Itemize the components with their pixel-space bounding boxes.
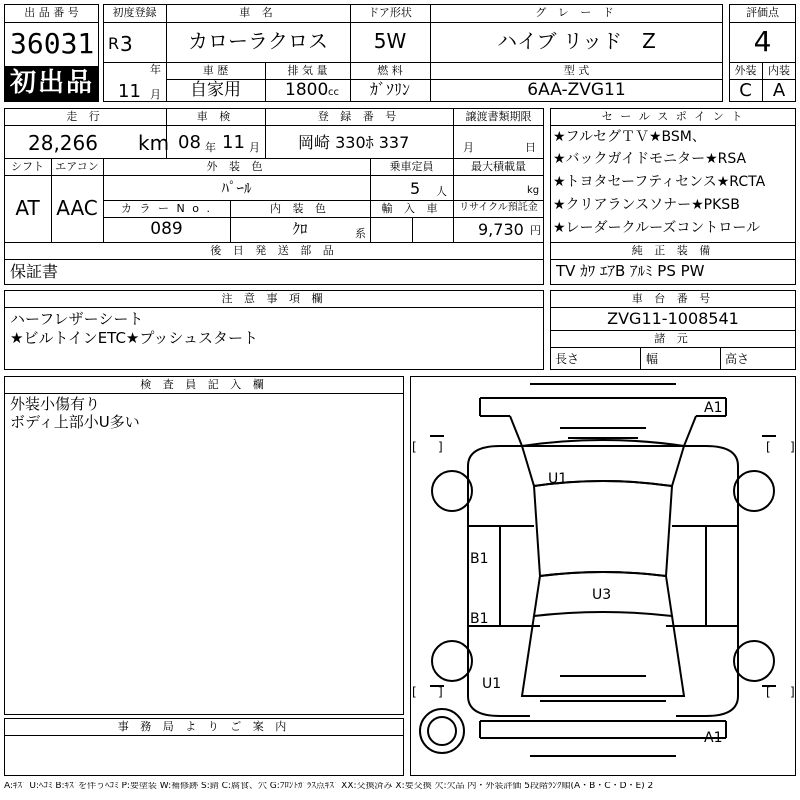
notes-label: 注 意 事 項 欄 bbox=[221, 292, 327, 305]
history-label: 車 歴 bbox=[202, 64, 229, 77]
height-label: 高さ bbox=[725, 352, 750, 366]
bracket-mark: ] bbox=[438, 440, 443, 454]
grade-value: ハイブ リッド Z bbox=[497, 29, 656, 53]
displacement-value: 1800 bbox=[285, 80, 329, 100]
bracket-mark: [ bbox=[766, 685, 771, 699]
inspector-label: 検 査 員 記 入 欄 bbox=[140, 378, 268, 391]
ext-color-value: ﾊﾟｰﾙ bbox=[221, 179, 252, 197]
shift-value: AT bbox=[15, 196, 40, 220]
transfer-label: 譲渡書類期限 bbox=[465, 110, 532, 123]
import-label: 輸 入 車 bbox=[381, 202, 442, 215]
roof bbox=[534, 481, 672, 576]
rear-left-wheel bbox=[432, 641, 472, 681]
capacity-unit: 人 bbox=[436, 185, 447, 198]
bracket-mark: [ bbox=[766, 440, 771, 454]
model-code-value: 6AA-ZVG11 bbox=[527, 80, 626, 100]
transfer-month-unit: 月 bbox=[463, 141, 474, 154]
door-value: 5W bbox=[373, 29, 407, 53]
mileage-label: 走 行 bbox=[66, 110, 104, 123]
inspector-line: 外装小傷有り bbox=[10, 395, 101, 413]
interior-grade-label: 内装 bbox=[768, 64, 790, 77]
bracket-mark: [ bbox=[412, 685, 417, 699]
front-right-wheel bbox=[734, 471, 774, 511]
max-load-unit: kg bbox=[527, 185, 540, 196]
exterior-grade-label: 外装 bbox=[734, 64, 757, 77]
int-color-value: ｸﾛ bbox=[292, 220, 308, 238]
recycle-label: リサイクル預託金 bbox=[459, 202, 538, 213]
damage-mark-u1-roof: U1 bbox=[548, 471, 568, 487]
displacement-unit: cc bbox=[328, 87, 339, 98]
car-name-label: 車 名 bbox=[239, 6, 277, 19]
length-label: 長さ bbox=[555, 352, 580, 366]
inspection-month-unit: 月 bbox=[249, 141, 260, 154]
month-unit: 月 bbox=[150, 88, 161, 101]
damage-mark-u1-lower: U1 bbox=[482, 676, 502, 692]
bracket-mark: ] bbox=[438, 685, 443, 699]
shift-label: シフト bbox=[11, 160, 44, 173]
damage-mark-u3-center: U3 bbox=[592, 587, 612, 603]
fuel-label: 燃 料 bbox=[377, 64, 403, 77]
history-value: 自家用 bbox=[190, 80, 241, 100]
first-reg-label: 初度登録 bbox=[112, 6, 157, 19]
plate-label: 登 録 番 号 bbox=[317, 110, 401, 123]
notes-line: ハーフレザーシート bbox=[10, 310, 144, 328]
front-bumper bbox=[480, 384, 726, 416]
sales-point-item: ★クリアランスソナー★PKSB bbox=[553, 197, 740, 213]
office-label: 事 務 局 よ り ご 案 内 bbox=[117, 720, 291, 733]
grade-label: グ レ ー ド bbox=[535, 6, 618, 19]
later-items-value: 保証書 bbox=[10, 262, 59, 281]
transfer-day-unit: 日 bbox=[525, 141, 536, 154]
legend: A:ｷｽﾞ U:ﾍｺﾐ B:ｷｽﾞを伴うﾍｺﾐ P:要塗装 W:補修跡 S:錆 C:腐食、穴 G:ﾌﾛﾝﾄｶﾞﾗｽ点ｷｽﾞ XX:交換済み X:要交換 欠:欠品 内・外装評価 5段階ﾗﾝｸ順(A・B・C・D・E) 2 bbox=[4, 782, 654, 791]
fuel-value: ｶﾞｿﾘﾝ bbox=[369, 80, 410, 99]
inspection-label: 車 検 bbox=[196, 110, 235, 123]
inspector-line: ボディ上部小U多い bbox=[10, 413, 140, 431]
recycle-unit: 円 bbox=[530, 224, 541, 237]
inspection-year: 08 bbox=[178, 132, 201, 153]
rating-value: 4 bbox=[753, 25, 772, 58]
inspection-month: 11 bbox=[222, 132, 245, 153]
later-items-label: 後 日 発 送 部 品 bbox=[210, 244, 338, 257]
sales-points-label: セ ー ル ス ポ イ ン ト bbox=[601, 110, 745, 123]
door-label: ドア形状 bbox=[368, 6, 412, 19]
bracket-mark: ] bbox=[790, 685, 795, 699]
first-reg-era: R bbox=[108, 34, 120, 53]
ext-color-label: 外 装 色 bbox=[206, 160, 267, 173]
first-reg-month: 11 bbox=[118, 81, 141, 102]
hood bbox=[510, 416, 696, 446]
interior-grade-value: A bbox=[772, 80, 786, 101]
dims-label: 諸 元 bbox=[654, 332, 692, 345]
damage-mark-b1-lower: B1 bbox=[470, 611, 489, 627]
lot-number-label: 出 品 番 号 bbox=[24, 6, 79, 19]
bracket-mark: [ bbox=[412, 440, 417, 454]
trunk bbox=[522, 616, 684, 696]
sales-point-item: ★バックガイドモニター★RSA bbox=[553, 151, 747, 167]
chassis-value: ZVG11-1008541 bbox=[607, 309, 739, 328]
damage-mark-a1-top: A1 bbox=[704, 400, 723, 416]
displacement-label: 排 気 量 bbox=[287, 64, 328, 77]
recycle-value: 9,730 bbox=[478, 220, 524, 239]
capacity-label: 乗車定員 bbox=[389, 160, 434, 173]
damage-mark-b1-upper: B1 bbox=[470, 551, 489, 567]
first-reg-year: 3 bbox=[120, 32, 133, 56]
int-color-unit: 系 bbox=[355, 227, 366, 240]
chassis-label: 車 台 番 号 bbox=[631, 292, 715, 305]
model-code-label: 型 式 bbox=[563, 64, 590, 77]
first-listing-badge-text: 初出品 bbox=[10, 68, 95, 98]
sales-point-item: ★フルセグＴＶ★BSM、 bbox=[553, 129, 706, 145]
max-load-label: 最大積載量 bbox=[471, 160, 526, 173]
mileage-value: 28,266 bbox=[28, 131, 98, 155]
equipment-value: TV ｶﾜ ｴｱB ｱﾙﾐ PS PW bbox=[556, 262, 705, 280]
year-unit: 年 bbox=[150, 63, 161, 76]
front-left-wheel bbox=[432, 471, 472, 511]
inspection-year-unit: 年 bbox=[205, 141, 216, 154]
notes-line: ★ビルトインETC★プッシュスタート bbox=[10, 329, 259, 347]
mileage-unit: km bbox=[138, 131, 170, 155]
sales-point-item: ★レーダークルーズコントロール bbox=[553, 220, 761, 236]
int-color-label: 内 装 色 bbox=[270, 202, 330, 215]
color-no-label: カ ラ ー N o . bbox=[121, 202, 212, 215]
lot-number: 36031 bbox=[10, 27, 95, 60]
aircon-label: エアコン bbox=[55, 160, 99, 173]
equipment-label: 純 正 装 備 bbox=[631, 244, 715, 257]
car-name: カローラクロス bbox=[188, 29, 328, 53]
rear-bumper bbox=[480, 721, 726, 756]
rear-right-wheel bbox=[734, 641, 774, 681]
sales-point-item: ★トヨタセーフティセンス★RCTA bbox=[553, 174, 766, 190]
plate-value: 岡崎 330ﾎ 337 bbox=[298, 133, 410, 152]
car-diagram bbox=[410, 376, 796, 776]
exterior-grade-value: C bbox=[739, 80, 752, 101]
width-label: 幅 bbox=[646, 352, 659, 366]
spare-wheel bbox=[420, 709, 464, 753]
capacity-value: 5 bbox=[410, 179, 421, 198]
bracket-mark: ] bbox=[790, 440, 795, 454]
rating-label: 評価点 bbox=[746, 6, 779, 19]
damage-mark-a1-bottom: A1 bbox=[704, 730, 723, 746]
color-no-value: 089 bbox=[150, 219, 183, 239]
aircon-value: AAC bbox=[56, 196, 98, 220]
